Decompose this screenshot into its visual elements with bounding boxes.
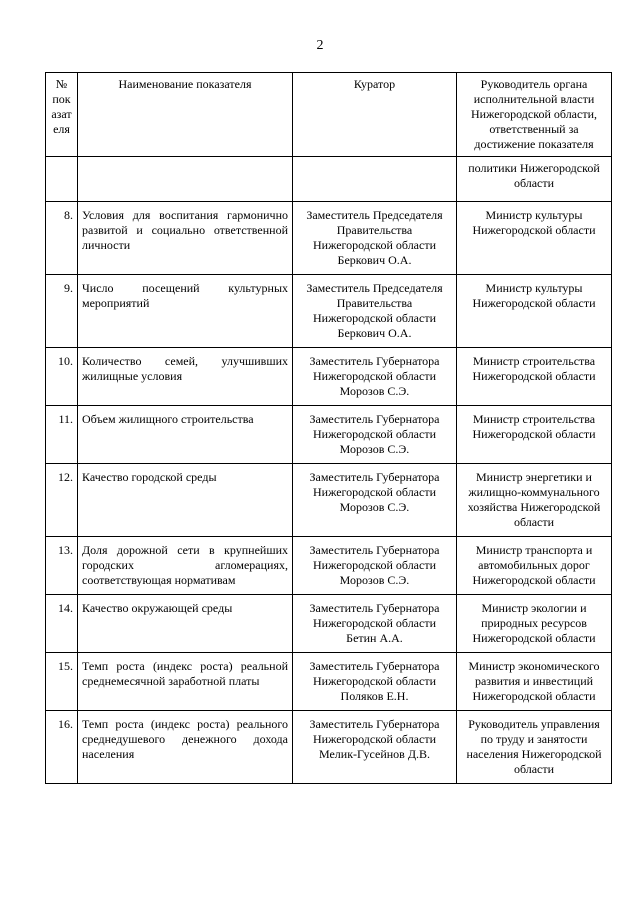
table-row <box>46 711 612 784</box>
row-curator <box>293 157 457 202</box>
row-responsible-head: политики Нижегородской области <box>457 157 612 202</box>
row-number: 15. <box>46 653 78 711</box>
row-responsible-head: Министр культуры Нижегородской области <box>457 202 612 275</box>
row-responsible-head: Министр экологии и природных ресурсов Нижегородской области <box>457 595 612 653</box>
table-row <box>46 406 612 464</box>
row-indicator-name: Темп роста (индекс роста) реальной среднемесячной заработной платы <box>78 653 293 711</box>
table-body <box>46 157 612 784</box>
header-responsible-head: Руководитель органа исполнительной власти Нижегородской области, ответственный за достижение показателя <box>457 73 612 157</box>
table-row <box>46 653 612 711</box>
indicators-table <box>45 72 612 784</box>
header-curator: Куратор <box>293 73 457 157</box>
row-responsible-head: Министр транспорта и автомобильных дорог Нижегородской области <box>457 537 612 595</box>
row-indicator-name: Условия для воспитания гармонично развитой и социально ответственной личности <box>78 202 293 275</box>
row-responsible-head: Министр строительства Нижегородской области <box>457 348 612 406</box>
row-indicator-name: Число посещений культурных мероприятий <box>78 275 293 348</box>
row-responsible-head: Министр энергетики и жилищно-коммунального хозяйства Нижегородской области <box>457 464 612 537</box>
row-number: 8. <box>46 202 78 275</box>
table-header <box>46 73 612 157</box>
row-number: 10. <box>46 348 78 406</box>
row-number: 12. <box>46 464 78 537</box>
page-number: 2 <box>316 38 324 53</box>
row-curator: Заместитель Председателя Правительства Нижегородской области Беркович О.А. <box>293 275 457 348</box>
row-curator: Заместитель Губернатора Нижегородской области Мелик-Гусейнов Д.В. <box>293 711 457 784</box>
header-indicator-name: Наименование показателя <box>78 73 293 157</box>
row-number <box>46 157 78 202</box>
row-indicator-name: Качество городской среды <box>78 464 293 537</box>
row-number: 14. <box>46 595 78 653</box>
row-number: 11. <box>46 406 78 464</box>
row-number: 13. <box>46 537 78 595</box>
row-curator: Заместитель Губернатора Нижегородской области Бетин А.А. <box>293 595 457 653</box>
continuation-row <box>46 157 612 202</box>
table-row <box>46 595 612 653</box>
row-curator: Заместитель Губернатора Нижегородской области Поляков Е.Н. <box>293 653 457 711</box>
table-row <box>46 348 612 406</box>
row-indicator-name: Качество окружающей среды <box>78 595 293 653</box>
row-curator: Заместитель Губернатора Нижегородской области Морозов С.Э. <box>293 406 457 464</box>
row-responsible-head: Министр экономического развития и инвестиций Нижегородской области <box>457 653 612 711</box>
header-row <box>46 73 612 157</box>
row-number: 9. <box>46 275 78 348</box>
table-row <box>46 464 612 537</box>
row-curator: Заместитель Губернатора Нижегородской области Морозов С.Э. <box>293 537 457 595</box>
row-indicator-name <box>78 157 293 202</box>
row-curator: Заместитель Председателя Правительства Нижегородской области Беркович О.А. <box>293 202 457 275</box>
row-responsible-head: Министр строительства Нижегородской области <box>457 406 612 464</box>
row-responsible-head: Министр культуры Нижегородской области <box>457 275 612 348</box>
table-row <box>46 275 612 348</box>
row-number: 16. <box>46 711 78 784</box>
row-curator: Заместитель Губернатора Нижегородской области Морозов С.Э. <box>293 348 457 406</box>
row-indicator-name: Доля дорожной сети в крупнейших городских агломерациях, соответствующая нормативам <box>78 537 293 595</box>
table-row <box>46 202 612 275</box>
table-row <box>46 537 612 595</box>
row-curator: Заместитель Губернатора Нижегородской области Морозов С.Э. <box>293 464 457 537</box>
row-responsible-head: Руководитель управления по труду и занятости населения Нижегородской области <box>457 711 612 784</box>
row-indicator-name: Объем жилищного строительства <box>78 406 293 464</box>
header-number: № пок азат еля <box>46 73 78 157</box>
row-indicator-name: Количество семей, улучшивших жилищные условия <box>78 348 293 406</box>
row-indicator-name: Темп роста (индекс роста) реального среднедушевого денежного дохода населения <box>78 711 293 784</box>
